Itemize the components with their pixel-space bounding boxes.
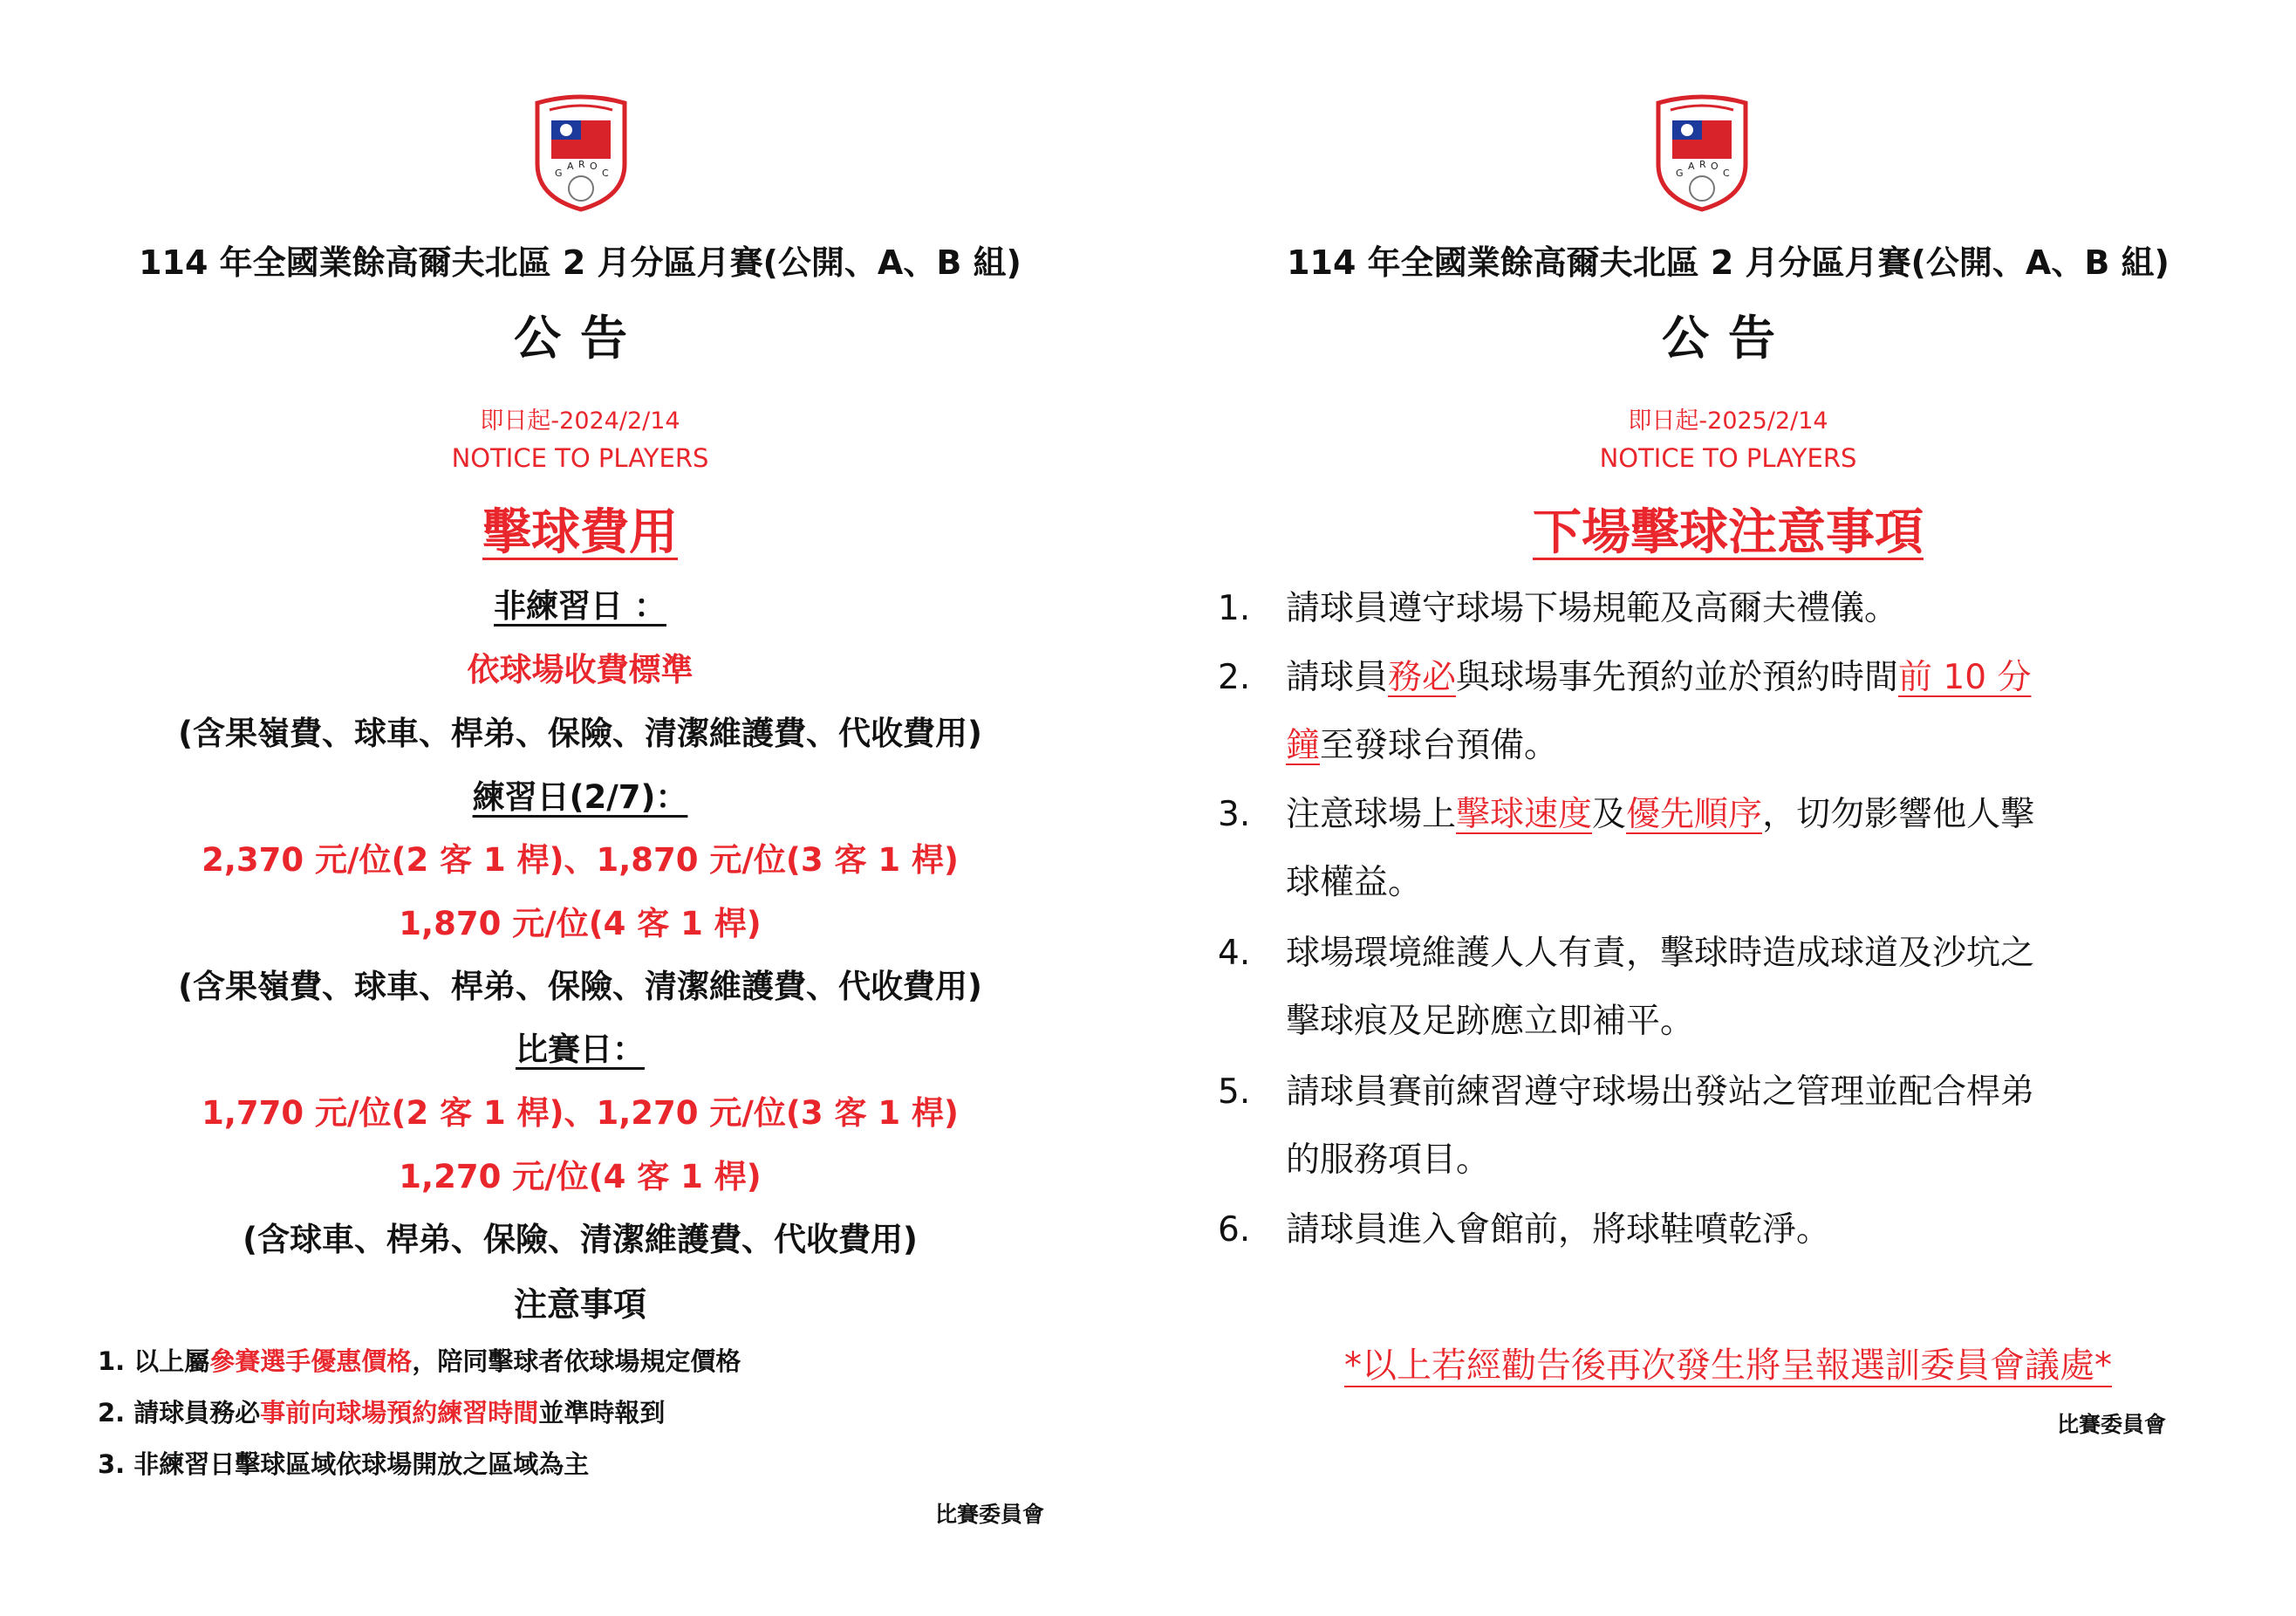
svg-text:R: R	[578, 159, 585, 170]
match-label: 比賽日：	[516, 1031, 645, 1068]
warning-message: *以上若經勸告後再次發生將呈報選訓委員會議處*	[1344, 1346, 2112, 1386]
rule-highlight: 優先順序	[1626, 795, 1763, 834]
practice-label: 練習日(2/7)：	[472, 778, 688, 816]
note-text: 2. 請球員務必	[98, 1398, 261, 1428]
notes-title: 注意事項	[513, 1285, 646, 1324]
practice-price-2: 1,870 元/位(4 客 1 桿)	[399, 905, 762, 942]
event-title: 114 年全國業餘高爾夫北區 2 月分區月賽(公開、A、B 組)	[1287, 243, 2170, 282]
note-item	[98, 1445, 589, 1481]
notice-to-players: NOTICE TO PLAYERS	[1599, 443, 1857, 473]
effective-date: 即日起-2024/2/14	[480, 407, 680, 435]
rules-heading: 下場擊球注意事項	[1533, 504, 1924, 561]
rule-number: 1.	[1218, 589, 1251, 628]
rule-text: 擊球痕及足跡應立即補平。	[1286, 1002, 1695, 1041]
rule-continuation	[1286, 855, 1422, 904]
svg-text:A: A	[1688, 161, 1695, 172]
rule-item	[1218, 581, 1898, 630]
rule-continuation	[1286, 718, 1558, 767]
announcement-label: 公告	[514, 311, 646, 366]
note-item	[98, 1342, 741, 1378]
rule-item	[1218, 1065, 2034, 1113]
signature: 比賽委員會	[935, 1502, 1045, 1527]
garoc-logo	[532, 92, 630, 213]
note-text: ，陪同擊球者依球場規定價格	[412, 1346, 741, 1376]
rule-highlight: 務必	[1388, 658, 1457, 697]
rule-continuation	[1286, 1133, 1490, 1181]
rule-number: 5.	[1218, 1072, 1251, 1112]
practice-includes: (含果嶺費、球車、桿弟、保險、清潔維護費、代收費用)	[178, 968, 982, 1005]
rule-text: 的服務項目。	[1286, 1140, 1491, 1180]
match-price-2: 1,270 元/位(4 客 1 桿)	[399, 1158, 762, 1195]
notice-to-players: NOTICE TO PLAYERS	[451, 443, 709, 473]
rule-number: 2.	[1218, 658, 1251, 697]
rule-text: 請球員遵守球場下場規範及高爾夫禮儀。	[1286, 589, 1899, 628]
rule-continuation	[1286, 994, 1694, 1043]
note-highlight: 事前向球場預約練習時間	[260, 1398, 539, 1428]
rule-number: 3.	[1218, 795, 1251, 834]
garoc-shield-icon	[532, 92, 630, 213]
rule-text: ，切勿影響他人擊	[1762, 795, 2035, 834]
note-highlight: 參賽選手優惠價格	[209, 1346, 413, 1376]
note-text: 3. 非練習日擊球區域依球場開放之區域為主	[98, 1449, 590, 1479]
non-practice-value: 依球場收費標準	[467, 651, 694, 688]
svg-text:G: G	[1676, 168, 1684, 179]
rule-item	[1218, 1202, 1830, 1251]
svg-text:A: A	[567, 161, 574, 172]
practice-price-1: 2,370 元/位(2 客 1 桿)、1,870 元/位(3 客 1 桿)	[202, 841, 959, 879]
match-includes: (含球車、桿弟、保險、清潔維護費、代收費用)	[243, 1221, 918, 1258]
rule-text: 注意球場上	[1286, 795, 1457, 834]
rule-text: 請球員進入會館前，將球鞋噴乾淨。	[1286, 1210, 1831, 1250]
event-title: 114 年全國業餘高爾夫北區 2 月分區月賽(公開、A、B 組)	[139, 243, 1022, 282]
svg-text:C: C	[1723, 168, 1730, 179]
rule-text: 請球員	[1286, 658, 1389, 697]
svg-text:O: O	[590, 161, 598, 172]
rule-text: 請球員賽前練習遵守球場出發站之管理並配合桿弟	[1286, 1072, 2035, 1112]
garoc-logo	[1653, 92, 1751, 213]
rule-item	[1218, 787, 2034, 836]
rule-number: 6.	[1218, 1210, 1251, 1250]
rule-item	[1218, 926, 2034, 975]
note-item	[98, 1393, 665, 1429]
note-text: 1. 以上屬	[98, 1346, 210, 1376]
svg-text:O: O	[1711, 161, 1719, 172]
rule-text: 球權益。	[1286, 863, 1423, 902]
match-price-1: 1,770 元/位(2 客 1 桿)、1,270 元/位(3 客 1 桿)	[202, 1094, 959, 1132]
note-text: 並準時報到	[538, 1398, 666, 1428]
svg-text:R: R	[1699, 159, 1706, 170]
rule-text: 球場環境維護人人有責，擊球時造成球道及沙坑之	[1286, 934, 2035, 973]
announcement-label: 公告	[1662, 311, 1794, 366]
rule-text: 至發球台預備。	[1320, 726, 1559, 765]
non-practice-label: 非練習日 ：	[494, 587, 666, 625]
rule-highlight: 前 10 分	[1898, 658, 2032, 697]
non-practice-includes: (含果嶺費、球車、桿弟、保險、清潔維護費、代收費用)	[178, 715, 982, 752]
rule-highlight: 鐘	[1286, 726, 1321, 765]
rule-text: 及	[1592, 795, 1627, 834]
svg-text:G: G	[555, 168, 563, 179]
fee-heading: 擊球費用	[482, 504, 678, 561]
rule-number: 4.	[1218, 934, 1251, 973]
effective-date: 即日起-2025/2/14	[1628, 407, 1828, 435]
svg-text:C: C	[602, 168, 609, 179]
rule-text: 與球場事先預約並於預約時間	[1456, 658, 1899, 697]
garoc-shield-icon	[1653, 92, 1751, 213]
rule-highlight: 擊球速度	[1456, 795, 1593, 834]
signature: 比賽委員會	[2057, 1412, 2167, 1437]
rule-item	[1218, 650, 2031, 699]
